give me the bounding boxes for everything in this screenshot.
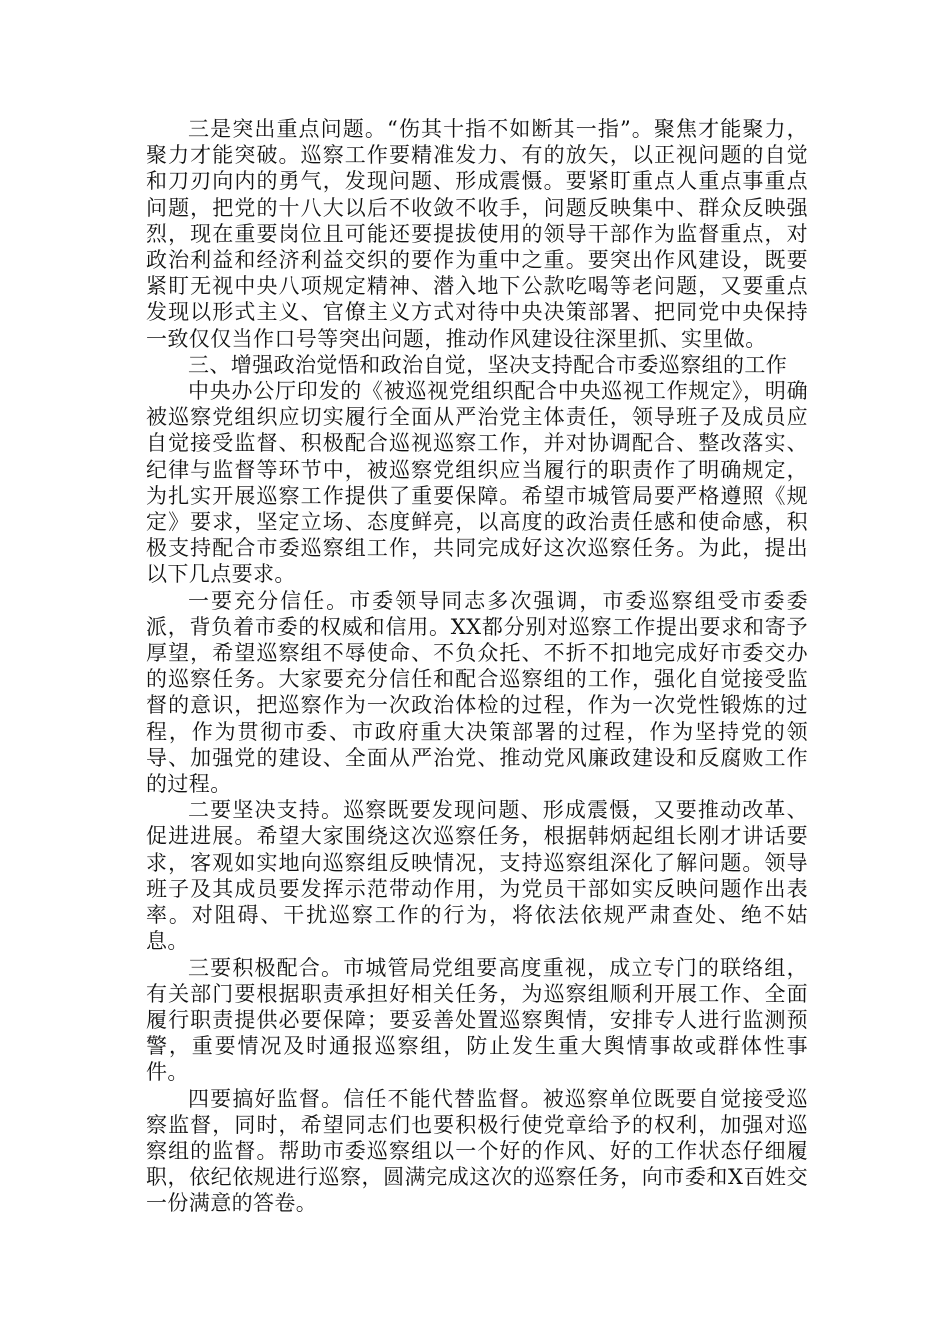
document-body xyxy=(146,116,808,1217)
paragraph-full-trust: 一要充分信任。市委领导同志多次强调，市委巡察组受市委委派，背负着市委的权威和信用。XX都分别对巡察工作提出要求和寄予厚望，希望巡察组不辱使命、不负众托、不折不扣地完成好市委交办的巡察任务。大家要充分信任和配合巡察组的工作，强化自觉接受监督的意识，把巡察作为一次政治体检的过程，作为一次党性锻炼的过程，作为贯彻市委、市政府重大决策部署的过程，作为坚持党的领导、加强党的建设、全面从严治党、推动党风廉政建设和反腐败工作的过程。 xyxy=(146,588,808,797)
section-heading-three: 三、增强政治觉悟和政治自觉，坚决支持配合市委巡察组的工作 xyxy=(188,352,788,377)
paragraph-firm-support: 二要坚决支持。巡察既要发现问题、形成震慑，又要推动改革、促进进展。希望大家围绕这次巡察任务，根据韩炳起组长刚才讲话要求，客观如实地向巡察组反映情况，支持巡察组深化了解问题。领导班子及其成员要发挥示范带动作用，为党员干部如实反映问题作出表率。对阻碍、干扰巡察工作的行为，将依法依规严肃查处、绝不姑息。 xyxy=(146,798,808,954)
paragraph-active-cooperation: 三要积极配合。市城管局党组要高度重视，成立专门的联络组，有关部门要根据职责承担好相关任务，为巡察组顺利开展工作、全面履行职责提供必要保障；要妥善处置巡察舆情，安排专人进行监测预警，重要情况及时通报巡察组，防止发生重大舆情事故或群体性事件。 xyxy=(146,955,808,1085)
paragraph-regulations: 中央办公厅印发的《被巡视党组织配合中央巡视工作规定》，明确被巡察党组织应切实履行全面从严治党主体责任，领导班子及成员应自觉接受监督、积极配合巡视巡察工作，并对协调配合、整改落实、纪律与监督等环节中，被巡察党组织应当履行的职责作了明确规定，为扎实开展巡察工作提供了重要保障。希望市城管局要严格遵照《规定》要求，坚定立场、态度鲜亮，以高度的政治责任感和使命感，积极支持配合市委巡察组工作，共同完成好这次巡察任务。为此，提出以下几点要求。 xyxy=(146,379,808,587)
paragraph-supervision: 四要搞好监督。信任不能代替监督。被巡察单位既要自觉接受巡察监督，同时，希望同志们也要积极行使党章给予的权利，加强对巡察组的监督。帮助市委巡察组以一个好的作风、好的工作状态仔细履职，依纪依规进行巡察，圆满完成这次的巡察任务，向市委和X百姓交一份满意的答卷。 xyxy=(146,1086,808,1216)
paragraph-focus-key-problems: 三是突出重点问题。“伤其十指不如断其一指”。聚焦才能聚力，聚力才能突破。巡察工作要精准发力、有的放矢，以正视问题的自觉和刀刃向内的勇气，发现问题、形成震慑。要紧盯重点人重点事重点问题，把党的十八大以后不收敛不收手，问题反映集中、群众反映强烈，现在重要岗位且可能还要提拔使用的领导干部作为监督重点，对政治利益和经济利益交织的要作为重中之重。要突出作风建设，既要紧盯无视中央八项规定精神、潜入地下公款吃喝等老问题，又要重点发现以形式主义、官僚主义方式对待中央决策部署、把同党中央保持一致仅仅当作口号等突出问题，推动作风建设往深里抓、实里做。 xyxy=(146,117,808,351)
